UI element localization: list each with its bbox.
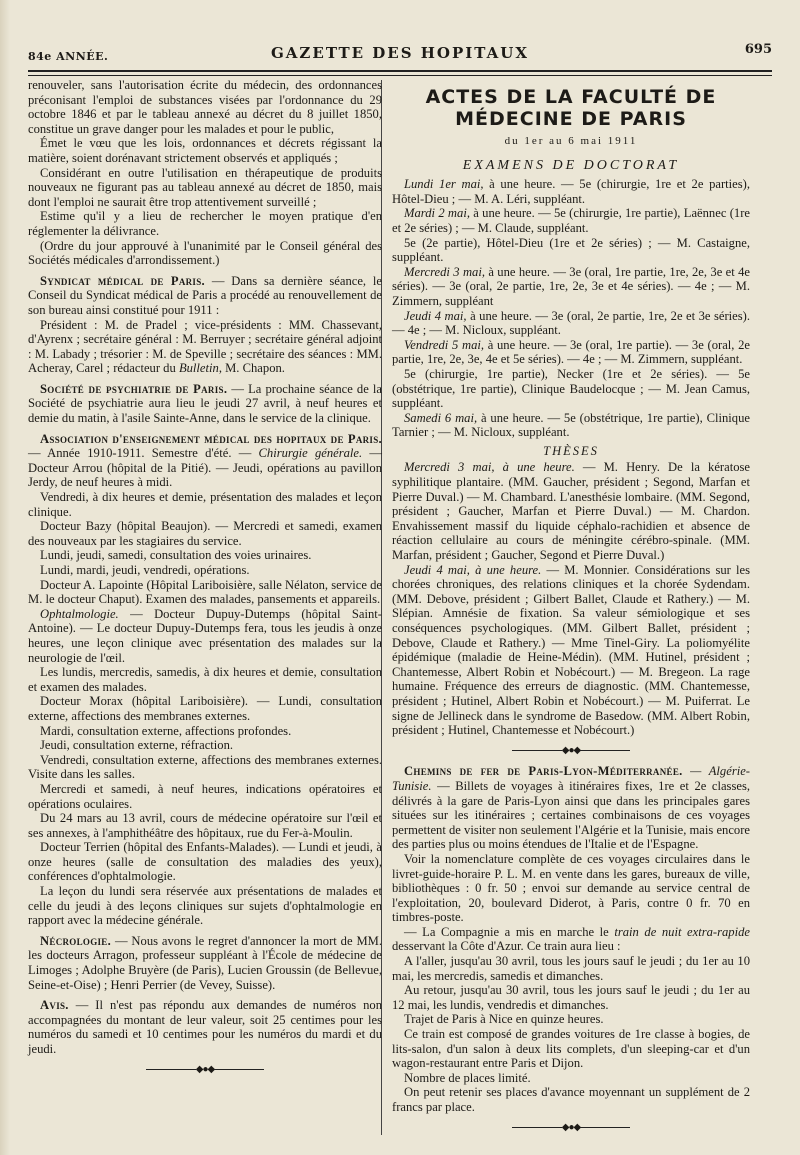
exam-entry	[392, 309, 750, 338]
theses-entry	[392, 460, 750, 562]
faculty-subtitle: du 1er au 6 mai 1911	[504, 135, 638, 147]
exam-entry	[392, 177, 750, 206]
paragraph: Lundi, jeudi, samedi, consultation des voies urinaires.	[40, 548, 312, 563]
syndicat-article	[28, 274, 382, 318]
paragraph: Les lundis, mercredis, samedis, à dix heures et demie, consultation et examen des malades.	[28, 665, 382, 694]
ornament-divider: ◆●◆	[392, 1121, 750, 1136]
association-article	[28, 432, 382, 490]
exam-entry	[392, 206, 750, 235]
paragraph: Vendredi, consultation externe, affections des membranes externes. Visite dans les salles.	[28, 752, 382, 782]
paragraph: Estime qu'il y a lieu de rechercher le moyen pratique d'en réglementer la délivrance.	[28, 209, 382, 238]
paragraph: Voir la nomenclature complète de ces voyages circulaires dans le livret-guide-horaire P. L. M. en vente dans les gares, bureaux de ville, bibliothèques : 0 fr. 50 ; envoi sur demande au service central de l'exploitation, 20, boulevard Diderot, à Paris, contre 0 fr. 70 en timbres-poste.	[392, 851, 750, 925]
subheading: Ophtalmologie.	[40, 606, 119, 621]
paragraph: Considérant en outre l'utilisation en thérapeutique de produits nouveaux ne figurant pas au tableau annexé au décret de 1850, mais dont l'emploi ne saurait être trop attentivement surveillé ;	[28, 165, 382, 209]
exam-text: à une heure. — 5e (chirurgie, 1re partie), Laënnec (1re et 2e séries) ; — M. Claude, suppléant.	[392, 206, 750, 235]
article-heading: Association d'enseignement médical des hopitaux de Paris.	[40, 431, 382, 446]
ornament-divider: ◆●◆	[28, 1063, 382, 1078]
article-text: — La Compagnie a mis en marche le	[404, 924, 615, 939]
page-number: 695	[744, 42, 772, 57]
paragraph: Mercredi et samedi, à neuf heures, indications opératoires et opérations oculaires.	[28, 781, 382, 811]
right-column	[392, 78, 750, 1141]
exam-entry	[392, 265, 750, 309]
journal-title: GAZETTE DES HOPITAUX	[270, 44, 529, 62]
exam-text: à une heure. — 3e (oral, 1re partie). — 3e (oral, 2e partie, 1re, 2e, 3e, 4e et 5e séries). — 4e ; — M. Zimmern, suppléant.	[392, 337, 751, 367]
article-text: desservant la Côte d'Azur. Ce train aura lieu :	[392, 939, 621, 954]
exam-day: Mardi 2 mai,	[404, 206, 470, 221]
paragraph: On peut retenir ses places d'avance moyennant un supplément de 2 francs par place.	[392, 1085, 750, 1114]
ornament-divider: ◆●◆	[392, 744, 750, 759]
article-heading: Syndicat médical de Paris.	[40, 273, 205, 288]
plm-article	[392, 764, 750, 852]
subheading: Chirurgie générale.	[258, 446, 363, 461]
paragraph: Émet le vœu que les lois, ordonnances et décrets régissant la matière, soient dorénavant strictement observés et appliqués ;	[28, 136, 382, 165]
exam-day: Jeudi 4 mai,	[404, 308, 467, 323]
left-column	[28, 78, 382, 1083]
article-text: — Dans sa dernière séance, le Conseil du Syndicat médical de Paris a procédé au renouvellement de son bureau ainsi constitué pour 1911 :	[28, 273, 383, 317]
necrologie-article	[28, 934, 382, 992]
exam-day: Lundi 1er mai,	[404, 177, 484, 192]
faculty-title: ACTES DE LA FACULTÉ DE MÉDECINE DE PARIS	[425, 86, 717, 130]
header-rule	[28, 70, 772, 76]
exam-entry: 5e (2e partie), Hôtel-Dieu (1re et 2e séries) ; — M. Castaigne, suppléant.	[392, 235, 750, 265]
article-text: — Docteur Arrou (hôpital de la Pitié). — Jeudi, opérations au pavillon Jerdy, de neuf heures à midi.	[28, 446, 382, 490]
paragraph: Vendredi, à dix heures et demie, présentation des malades et leçon clinique.	[28, 490, 382, 519]
exam-entry: 5e (chirurgie, 1re partie), Necker (1re et 2e séries). — 5e (obstétrique, 1re partie), Clinique Baudelocque ; — M. Jean Camus, suppléant.	[392, 366, 750, 411]
exam-day: Samedi 6 mai,	[404, 410, 478, 425]
paragraph: Au retour, jusqu'au 30 avril, tous les jours sauf le jeudi ; du 1er au 12 mai, les lundis, vendredis et dimanches.	[392, 983, 750, 1012]
exam-text: à une heure. — 5e (obstétrique, 1re partie), Clinique Tarnier ; — M. Nicloux, suppléant.	[392, 410, 750, 440]
paragraph	[28, 607, 382, 665]
article-text: — La prochaine séance de la Société de psychiatrie aura lieu le jeudi 27 avril, à neuf heures et demie du matin, à l'asile Sainte-Anne, dans le service de la clinique.	[28, 381, 382, 426]
exam-entry	[392, 338, 750, 367]
theses-day: Jeudi 4 mai, à une heure.	[404, 562, 542, 577]
paragraph: Lundi, mardi, jeudi, vendredi, opérations.	[40, 563, 250, 577]
paragraph: Docteur Terrien (hôpital des Enfants-Malades). — Lundi et jeudi, à onze heures (salle de consultation des maladies des yeux), conférences d'ophtalmologie.	[28, 840, 382, 884]
theses-entry	[392, 563, 750, 738]
article-text: — Billets de voyages à itinéraires fixes, 1re et 2e classes, délivrés à la gare de Paris-Lyon ainsi que dans les principales gares situées sur les itinéraires ; certaines combinaisons de ces voyages permettent de visiter non seulement l'Algérie et la Tunisie, mais encore des parties plus ou moins étendues de l'Italie et de l'Espagne.	[392, 778, 750, 852]
article-heading: Chemins de fer de Paris-Lyon-Méditerranée.	[404, 764, 683, 779]
paragraph	[392, 925, 750, 954]
psychiatrie-article	[28, 382, 382, 426]
article-text: , M. Chapon.	[218, 361, 285, 376]
exam-text: à une heure. — 3e (oral, 1re partie, 1re, 2e, 3e et 4e séries). — 3e (oral, 2e partie, 1re, 2e, 3e et 4e séries). — 4e ; — M. Zimmern, suppléant	[392, 264, 750, 308]
exam-text: à une heure. — 5e (chirurgie, 1re et 2e parties), Hôtel-Dieu ; — M. A. Léri, suppléant.	[392, 177, 750, 206]
exam-entry	[392, 411, 750, 440]
paragraph: (Ordre du jour approuvé à l'unanimité par le Conseil général des Sociétés médicales d'arrondissement.)	[28, 238, 382, 268]
page-header	[28, 40, 772, 70]
train-name: train de nuit extra-rapide	[614, 924, 750, 939]
article-heading: Nécrologie.	[40, 933, 112, 948]
year-label: 84e ANNÉE.	[28, 50, 109, 63]
avis-article	[28, 998, 382, 1056]
article-heading: Société de psychiatrie de Paris.	[40, 381, 228, 396]
paragraph: renouveler, sans l'autorisation écrite du médecin, des ordonnances préconisant l'emploi de substances visées par l'ordonnance du 29 octobre 1846 et par le tableau annexé au décret du 8 juillet 1850, constitue un grave danger pour les malades et pour le public,	[28, 78, 382, 136]
paragraph: Du 24 mars au 13 avril, cours de médecine opératoire sur l'œil et ses annexes, à l'amphithéâtre des hôpitaux, rue du Fer-à-Moulin.	[28, 811, 382, 840]
article-text: — Nous avons le regret d'annoncer la mort de MM. les docteurs Arragon, professeur suppléant à l'École de médecine de Limoges ; Adolphe Bruyère (de Paris), Lucien Groussin (de Bellevue, Seine-et-Oise) ; Henri Perrier (de Vevey, Suisse).	[28, 933, 382, 992]
paragraph: Mardi, consultation externe, affections profondes.	[40, 723, 292, 738]
examens-heading: EXAMENS DE DOCTORAT	[462, 157, 680, 173]
paragraph	[28, 318, 382, 376]
exam-text: à une heure. — 3e (oral, 2e partie, 1re, 2e et 3e séries). — 4e ; — M. Nicloux, suppléant.	[392, 308, 751, 338]
paragraph: Docteur A. Lapointe (Hôpital Lariboisière, salle Nélaton, service de M. le docteur Chaput). Examen des malades, pansements et appareils.	[28, 577, 382, 607]
paragraph: Ce train est composé de grandes voitures de 1re classe à bogies, de lits-salon, d'un salon à deux lits complets, d'un sleeping-car et d'un wagon-restaurant entre Paris et Dijon.	[392, 1027, 750, 1071]
theses-heading: THÈSES	[543, 443, 599, 458]
theses-day: Mercredi 3 mai, à une heure.	[404, 460, 575, 475]
article-heading: Avis.	[40, 998, 69, 1013]
paragraph: Nombre de places limité.	[404, 1070, 531, 1085]
page-edge-shadow	[0, 0, 10, 1155]
article-text: Président : M. de Pradel ; vice-présidents : MM. Chassevant, d'Ayrenx ; secrétaire général : M. Berruyer ; secrétaire général adjoint : M. Labady ; trésorier : M. de Speville ; secrétaire des séances : MM. Acheray, Carel ; rédacteur du	[28, 317, 382, 376]
subheading: — Algérie-Tunisie.	[392, 764, 750, 793]
bulletin-title: Bulletin	[178, 361, 219, 376]
exam-day: Vendredi 5 mai,	[404, 337, 485, 352]
paragraph: Trajet de Paris à Nice en quinze heures.	[404, 1012, 604, 1027]
article-text: — Docteur Dupuy-Dutemps (hôpital Saint-Antoine). — Le docteur Dupuy-Dutemps fera, tous les jeudis à onze heures, une leçon clinique avec présentation des malades sur la neurologie de l'œil.	[28, 606, 382, 665]
paragraph: Docteur Morax (hôpital Lariboisière). — Lundi, consultation externe, affections des membranes externes.	[28, 694, 382, 723]
paragraph: La leçon du lundi sera réservée aux présentations de malades et celle du jeudi à des leçons cliniques sur sujets d'ophtalmologie en rapport avec la médecine générale.	[28, 884, 382, 928]
exam-day: Mercredi 3 mai,	[404, 264, 485, 279]
article-text: — Il n'est pas répondu aux demandes de numéros non accompagnées du montant de leur valeur, soit 25 centimes pour les numéros du samedi et 10 centimes pour les numéros du mardi et du jeudi.	[28, 998, 382, 1056]
paragraph: Docteur Bazy (hôpital Beaujon). — Mercredi et samedi, examen des nouveaux par les stagiaires du service.	[28, 519, 382, 548]
theses-text: — M. Henry. De la kératose syphilitique plantaire. (MM. Gaucher, président ; Segond, Marfan et Pierre Duval.) — M. Chambard. L'anesthésie lombaire. (MM. Segond, président ; Gaucher, Marfan et Pierre Duval.) — M. Chardon. Envahissement massif du liquide céphalo-rachidien et absence de réaction cellulaire au cours de méningite cérébro-spinale. (MM. Marfan, président ; Gaucher, Segond et Pierre Duval.)	[392, 460, 750, 563]
theses-text: — M. Monnier. Considérations sur les chorées chroniques, des relations cliniques et la chorée Sydendam. (MM. Debove, président ; Gilbert Ballet, Claude et Rathery.) — M. Slépian. Amnésie de fixation. Sa valeur sémiologique et ses conséquences psychologiques. (MM. Gilbert Ballet, président ; Debove, Claude et Rathery.) — Mme Tinel-Giry. La poliomyélite épidémique (maladie de Heine-Médin). (MM. Hutinel, président ; Chantemesse, Albert Robin et Nobécourt.) — M. Bregeon. La rage humaine. Fréquence des erreurs de diagnostic. (MM. Chantemesse, président ; Hutinel, Albert Robin et Nobécourt.) — M. Puiferrat. Le signe de Jellineck dans le syndrome de Basedow. (MM. Albert Robin, président ; Hutinel, Chantemesse et Nobécourt.)	[392, 562, 751, 738]
article-text: — Année 1910-1911. Semestre d'été. —	[28, 446, 259, 461]
paragraph: A l'aller, jusqu'au 30 avril, tous les jours sauf le jeudi ; du 1er au 10 mai, les mercredis, samedis et dimanches.	[392, 954, 750, 983]
paragraph: Jeudi, consultation externe, réfraction.	[40, 738, 234, 753]
